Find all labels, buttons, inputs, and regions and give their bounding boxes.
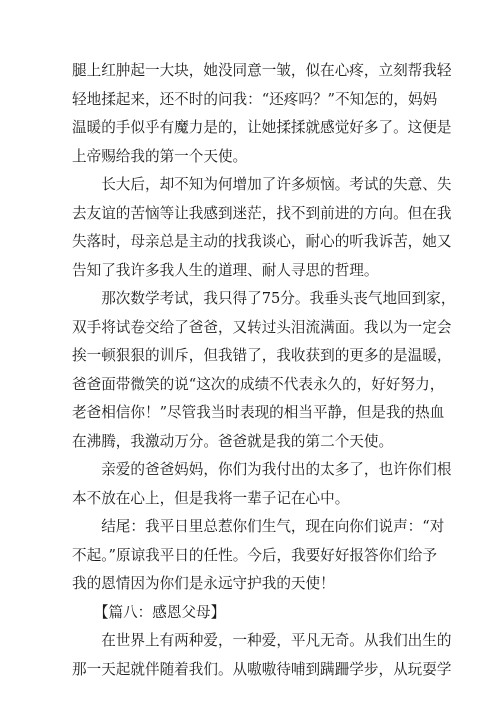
section-heading: 【篇八：感恩父母】 [72, 603, 226, 621]
text-line: 上帝赐给我的第一个天使。 [72, 147, 248, 165]
text-line: 挨一顿狠狠的训斥，但我错了，我收获到的更多的是温暖， [72, 347, 452, 364]
text-line: 在世界上有两种爱，一种爱，平凡无奇。从我们出生的 [72, 632, 452, 649]
text-line: 本不放在心上，但是我将一辈子记在心中。 [72, 489, 350, 507]
document-body [72, 57, 456, 684]
text-line: 亲爱的爸爸妈妈，你们为我付出的太多了，也许你们根 [72, 461, 452, 478]
text-line: 我的恩情因为你们是永远守护我的天使！ [72, 575, 335, 592]
text-line: 那一天起就伴随着我们。从嗷嗷待哺到蹒跚学步，从玩耍学 [72, 660, 452, 678]
text-line: 去友谊的苦恼等让我感到迷茫，找不到前进的方向。但在我 [72, 204, 452, 222]
text-line: 温暖的手似乎有魔力是的，让她揉揉就感觉好多了。这便是 [72, 119, 452, 136]
text-line: 长大后，却不知为何增加了许多烦恼。考试的失意、失 [72, 176, 452, 193]
text-line: 结尾：我平日里总惹你们生气，现在向你们说声：“对 [72, 518, 445, 535]
text-line: 不起。”原谅我平日的任性。今后，我要好好报答你们给予 [72, 546, 438, 564]
text-line: 爸爸面带微笑的说“这次的成绩不代表永久的，好好努力， [72, 375, 445, 393]
text-line: 告知了我许多我人生的道理、耐人寻思的哲理。 [72, 261, 379, 279]
text-line: 那次数学考试，我只得了75分。我垂头丧气地回到家， [72, 290, 456, 307]
text-line: 老爸相信你！”尽管我当时表现的相当平静，但是我的热血 [72, 404, 445, 421]
text-line: 腿上红肿起一大块，她没同意一皱，似在心疼，立刻帮我轻 [72, 62, 452, 79]
text-line: 轻地揉起来，还不时的问我：“还疼吗？”不知怎的，妈妈 [72, 90, 438, 108]
text-line: 在沸腾，我激动万分。爸爸就是我的第二个天使。 [72, 432, 394, 450]
text-line: 失落时，母亲总是主动的找我谈心，耐心的听我诉苦，她又 [72, 233, 452, 250]
text-line: 双手将试卷交给了爸爸，又转过头泪流满面。我以为一定会 [72, 318, 452, 336]
